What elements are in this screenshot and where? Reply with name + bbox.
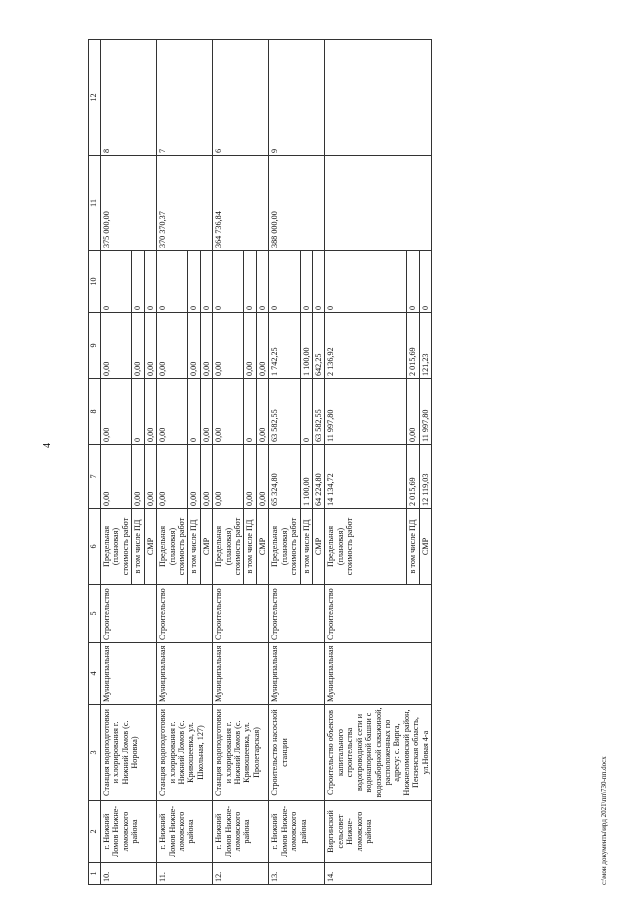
- value-col7: 0,00: [132, 445, 144, 509]
- cost-type-cell: СМР: [256, 509, 268, 585]
- table-row: [269, 40, 300, 885]
- value-col10: 0: [200, 251, 212, 313]
- value-col9: 0,00: [256, 313, 268, 379]
- value-col10: 0: [101, 251, 132, 313]
- value-col8: 0: [300, 379, 312, 445]
- value-col7: 0,00: [144, 445, 156, 509]
- value-col8: 63 582,55: [269, 379, 300, 445]
- value-col10: 0: [256, 251, 268, 313]
- col-header: 12: [89, 40, 101, 156]
- value-col12: 9: [269, 40, 325, 156]
- col-header: 7: [89, 445, 101, 509]
- cost-type-cell: Предельная (плановая) стоимость работ: [157, 509, 188, 585]
- object-name-cell: Станция водоподготовки и хлорирования г. Нижний Ломов (с. Кривошеевка, ул. Школьная, 127): [157, 705, 213, 801]
- municipality-cell: г. Нижний Ломов Нижне-ломовского района: [269, 801, 325, 863]
- value-col9: 0,00: [200, 313, 212, 379]
- cost-type-cell: в том числе ПД: [407, 509, 419, 585]
- object-name-cell: Строительство насосной станции: [269, 705, 325, 801]
- cost-type-cell: Предельная (плановая) стоимость работ: [101, 509, 132, 585]
- value-col9: 0,00: [157, 313, 188, 379]
- page-number: 4: [42, 443, 53, 448]
- value-col8: 0,00: [157, 379, 188, 445]
- col-header: 8: [89, 379, 101, 445]
- value-col7: 0,00: [256, 445, 268, 509]
- table-row: [101, 40, 132, 885]
- value-col9: 2 015,69: [407, 313, 419, 379]
- value-col9: 642,25: [313, 313, 325, 379]
- value-col8: 0,00: [200, 379, 212, 445]
- value-col9: 0,00: [244, 313, 256, 379]
- value-col12: [325, 40, 432, 156]
- value-col8: 11 997,80: [419, 379, 431, 445]
- footer-file-path: c:\мои документы\ирд 2021\пп\730-пп.docx: [600, 756, 608, 885]
- value-col8: 0,00: [407, 379, 419, 445]
- value-col10: 0: [144, 251, 156, 313]
- value-col10: 0: [188, 251, 200, 313]
- ownership-cell: Муниципальная: [101, 643, 157, 705]
- value-col8: 0: [244, 379, 256, 445]
- value-col8: 0: [132, 379, 144, 445]
- value-col10: 0: [419, 251, 431, 313]
- value-col7: 0,00: [157, 445, 188, 509]
- value-col11: 370 370,37: [157, 156, 213, 251]
- ownership-cell: Муниципальная: [213, 643, 269, 705]
- value-col7: 0,00: [244, 445, 256, 509]
- row-number: 10.: [101, 863, 157, 885]
- cost-type-cell: в том числе ПД: [300, 509, 312, 585]
- row-number: 12.: [213, 863, 269, 885]
- value-col10: 0: [213, 251, 244, 313]
- value-col9: 0,00: [132, 313, 144, 379]
- work-type-cell: Строительство: [269, 585, 325, 643]
- value-col7: 1 100,00: [300, 445, 312, 509]
- value-col9: 0,00: [188, 313, 200, 379]
- object-name-cell: Станция водоподготовки и хлорирования г. Нижний Ломов (с. Норовка): [101, 705, 157, 801]
- row-number: 14.: [325, 863, 432, 885]
- cost-type-cell: СМР: [200, 509, 212, 585]
- municipality-cell: Виргинский сельсовет Нижне-ломовского района: [325, 801, 432, 863]
- cost-type-cell: СМР: [144, 509, 156, 585]
- col-header: 9: [89, 313, 101, 379]
- rotated-table-area: [88, 40, 608, 885]
- value-col7: 2 015,69: [407, 445, 419, 509]
- row-number: 11.: [157, 863, 213, 885]
- value-col9: 2 136,92: [325, 313, 407, 379]
- object-name-cell: Строительство объектов капитального строительства водопроводной сети и водонапорной башни с водозаборной скважиной, расположенных по адресу: с. Вирга, Нижнеломовский район, Пензенская область, ул.Новая 4-а: [325, 705, 432, 801]
- value-col9: 1 742,25: [269, 313, 300, 379]
- cost-type-cell: СМР: [313, 509, 325, 585]
- value-col12: 8: [101, 40, 157, 156]
- cost-type-cell: в том числе ПД: [132, 509, 144, 585]
- value-col10: 0: [300, 251, 312, 313]
- col-header: 1: [89, 863, 101, 885]
- value-col9: 121,23: [419, 313, 431, 379]
- ownership-cell: Муниципальная: [269, 643, 325, 705]
- work-type-cell: Строительство: [213, 585, 269, 643]
- value-col8: 0: [188, 379, 200, 445]
- ownership-cell: Муниципальная: [157, 643, 213, 705]
- value-col7: 65 324,80: [269, 445, 300, 509]
- cost-type-cell: Предельная (плановая) стоимость работ: [325, 509, 407, 585]
- value-col11: [325, 156, 432, 251]
- col-header: 11: [89, 156, 101, 251]
- ownership-cell: Муниципальная: [325, 643, 432, 705]
- value-col9: 0,00: [101, 313, 132, 379]
- value-col7: 0,00: [213, 445, 244, 509]
- value-col12: 6: [213, 40, 269, 156]
- col-header: 3: [89, 705, 101, 801]
- table-row: [325, 40, 407, 885]
- value-col7: 0,00: [188, 445, 200, 509]
- work-type-cell: Строительство: [157, 585, 213, 643]
- value-col8: 11 997,80: [325, 379, 407, 445]
- value-col7: 12 119,03: [419, 445, 431, 509]
- col-header: 2: [89, 801, 101, 863]
- cost-type-cell: Предельная (плановая) стоимость работ: [269, 509, 300, 585]
- value-col7: 0,00: [200, 445, 212, 509]
- header-row: [89, 40, 101, 885]
- municipality-cell: г. Нижний Ломов Нижне-ломовского района: [157, 801, 213, 863]
- value-col11: 375 000,00: [101, 156, 157, 251]
- table-row: [157, 40, 188, 885]
- value-col11: 364 736,84: [213, 156, 269, 251]
- value-col9: 0,00: [213, 313, 244, 379]
- value-col9: 0,00: [144, 313, 156, 379]
- cost-type-cell: в том числе ПД: [244, 509, 256, 585]
- object-name-cell: Станция водоподготовки и хлорирования г. Нижний Ломов (с. Кривошеевка, ул. Пролетарская): [213, 705, 269, 801]
- value-col7: 64 224,80: [313, 445, 325, 509]
- table-row: [213, 40, 244, 885]
- col-header: 10: [89, 251, 101, 313]
- value-col8: 0,00: [101, 379, 132, 445]
- value-col7: 0,00: [101, 445, 132, 509]
- value-col10: 0: [244, 251, 256, 313]
- value-col9: 1 100,00: [300, 313, 312, 379]
- investment-table: [88, 39, 432, 885]
- row-number: 13.: [269, 863, 325, 885]
- col-header: 5: [89, 585, 101, 643]
- cost-type-cell: в том числе ПД: [188, 509, 200, 585]
- work-type-cell: Строительство: [325, 585, 432, 643]
- municipality-cell: г. Нижний Ломов Нижне-ломовского района: [213, 801, 269, 863]
- value-col8: 0,00: [144, 379, 156, 445]
- value-col8: 63 582,55: [313, 379, 325, 445]
- value-col11: 388 000,00: [269, 156, 325, 251]
- cost-type-cell: СМР: [419, 509, 431, 585]
- col-header: 4: [89, 643, 101, 705]
- value-col12: 7: [157, 40, 213, 156]
- work-type-cell: Строительство: [101, 585, 157, 643]
- value-col10: 0: [132, 251, 144, 313]
- value-col10: 0: [313, 251, 325, 313]
- value-col7: 14 134,72: [325, 445, 407, 509]
- value-col8: 0,00: [213, 379, 244, 445]
- value-col8: 0,00: [256, 379, 268, 445]
- value-col10: 0: [157, 251, 188, 313]
- value-col10: 0: [325, 251, 407, 313]
- col-header: 6: [89, 509, 101, 585]
- municipality-cell: г. Нижний Ломов Нижне-ломовского района: [101, 801, 157, 863]
- value-col10: 0: [407, 251, 419, 313]
- value-col10: 0: [269, 251, 300, 313]
- cost-type-cell: Предельная (плановая) стоимость работ: [213, 509, 244, 585]
